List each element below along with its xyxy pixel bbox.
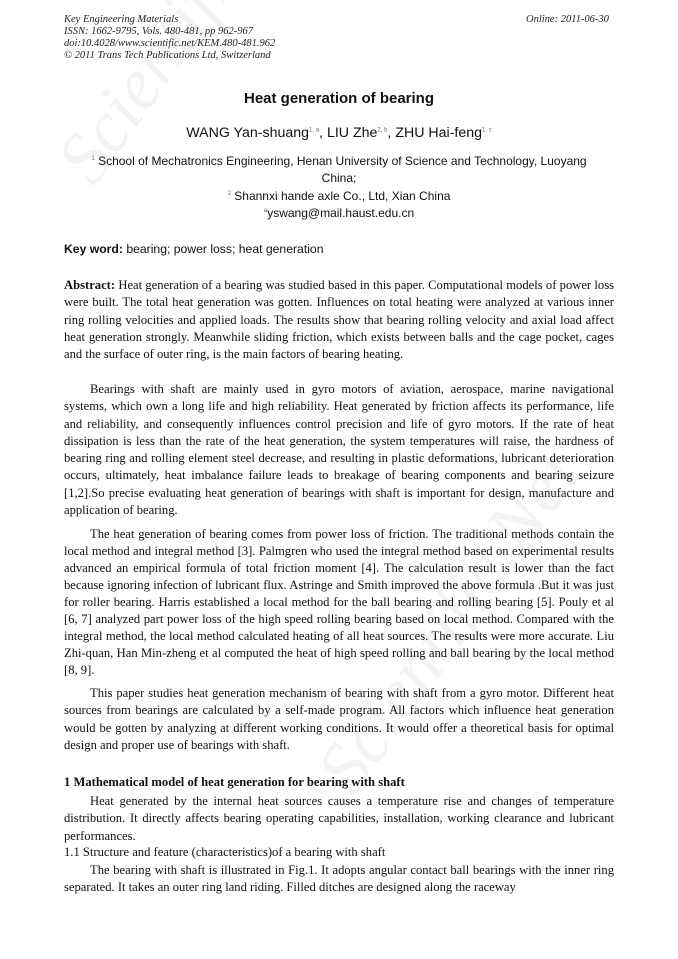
section-1-paragraph: Heat generated by the internal heat sources causes a temperature rise and changes of temperature distribution. It directly affects bearing operating capabilities, installation, working clearance and lubricant performances. <box>64 794 614 843</box>
email-line <box>0 206 678 220</box>
abstract-text: Heat generation of a bearing was studied based in this paper. Computational models of power loss were built. The total heat generation was gotten. Influences on total heating were analyzed at various inner ring rolling velocities and applied loads. The results show that bearing rolling velocity and axial load affect heat generation strongly. Meanwhile sliding friction, which exists between balls and the cage pocket, cages and the surface of outer ring, is the main factors of bearing heating. <box>64 278 614 362</box>
journal-name: Key Engineering Materials <box>64 14 179 25</box>
affiliation-2-text: Shannxi hande axle Co., Ltd, Xian China <box>234 189 451 203</box>
affiliation-1-text: School of Mechatronics Engineering, Henan University of Science and Technology, Luoyang <box>98 154 587 168</box>
author-name: LIU Zhe <box>326 125 378 141</box>
keywords-line <box>64 242 323 256</box>
keywords-text: bearing; power loss; heat generation <box>126 242 324 256</box>
copyright-line: © 2011 Trans Tech Publications Ltd, Switzerland <box>64 50 271 61</box>
email-address[interactable]: yswang@mail.haust.edu.cn <box>267 206 415 220</box>
author-name: WANG Yan-shuang <box>186 125 310 141</box>
section-1-1-paragraph: The bearing with shaft is illustrated in Fig.1. It adopts angular contact ball bearings with the inner ring separated. It takes an outer ring land riding. Filled ditches are designed along the raceway <box>64 863 614 895</box>
intro-paragraph-2: The heat generation of bearing comes from power loss of friction. The traditional methods contain the local method and integral method [3]. Palmgren who used the integral method based on experimental results advanced an empirical formula of total friction moment [4]. The calculation result is lower than the fact because ignoring infection of lubricant flux. Astringe and Smith improved the above formula .But it was just for roller bearing. Harris established a local method for the ball bearing and rolling bearing [5]. Pouly et al [6, 7] analyzed part power loss of the high speed rolling bearing based on local method. Compared with the integral method, the local method calculated heating of all heat sources. The results were more accurate. Liu Zhi-quan, Han Min-zheng et al computed the heat of high speed rolling and ball bearing by the local method [8, 9]. <box>64 527 614 678</box>
author-separator: , <box>319 125 327 141</box>
paper-title: Heat generation of bearing <box>243 90 435 107</box>
intro-paragraph-1: Bearings with shaft are mainly used in gyro motors of aviation, aerospace, marine navigational systems, which own a long life and high reliability. Heat generated by friction affects its performance, life and reliability, and consequently influences control precision and life of gyro motors. If the rate of heat dissipation is less than the rate of the heat generation, the system temperatures will raise, the hardness of bearing ring and rolling element steel decrease, and resulting in plastic deformations, lubricant deterioration occurs, ultimately, heat imbalance failure leads to breakage of bearing components and bearing seizure [1,2].So precise evaluating heat generation of bearings with shaft is important for design, manufacture and application of bearing. <box>64 382 614 518</box>
abstract-label: Abstract: <box>64 278 116 292</box>
email-sup: a <box>263 208 268 214</box>
abstract <box>64 277 614 363</box>
affiliation-1-cont: China; <box>321 171 357 185</box>
subsection-heading: 1.1 Structure and feature (characteristics)of a bearing with shaft <box>64 845 386 859</box>
online-date: Online: 2011-06-30 <box>526 14 609 25</box>
author-separator: , <box>387 125 396 141</box>
author-sup: 1, c <box>482 127 492 134</box>
section-heading: 1 Mathematical model of heat generation for bearing with shaft <box>64 775 405 789</box>
affiliation-sup: 1 <box>91 156 95 162</box>
keywords-label: Key word: <box>64 242 123 256</box>
issn-line: ISSN: 1662-9795, Vols. 480-481, pp 962-967 <box>64 26 253 37</box>
author-sup: 2, b <box>377 127 388 134</box>
author-line <box>0 125 678 141</box>
affiliation-2 <box>0 189 678 203</box>
author-sup: 1, a <box>309 127 320 134</box>
affiliation-sup: 2 <box>227 191 231 197</box>
doi-line[interactable]: doi:10.4028/www.scientific.net/KEM.480-481.962 <box>64 38 276 49</box>
author-name: ZHU Hai-feng <box>395 125 483 141</box>
affiliation-1 <box>0 154 678 168</box>
intro-paragraph-3: This paper studies heat generation mechanism of bearing with shaft from a gyro motor. Different heat sources from bearings are calculated by a self-made program. All factors which influence heat generation would be gotten by analyzing at different working conditions. It would offer a theoretical basis for optimal design and proper use of bearings with shaft. <box>64 686 614 752</box>
